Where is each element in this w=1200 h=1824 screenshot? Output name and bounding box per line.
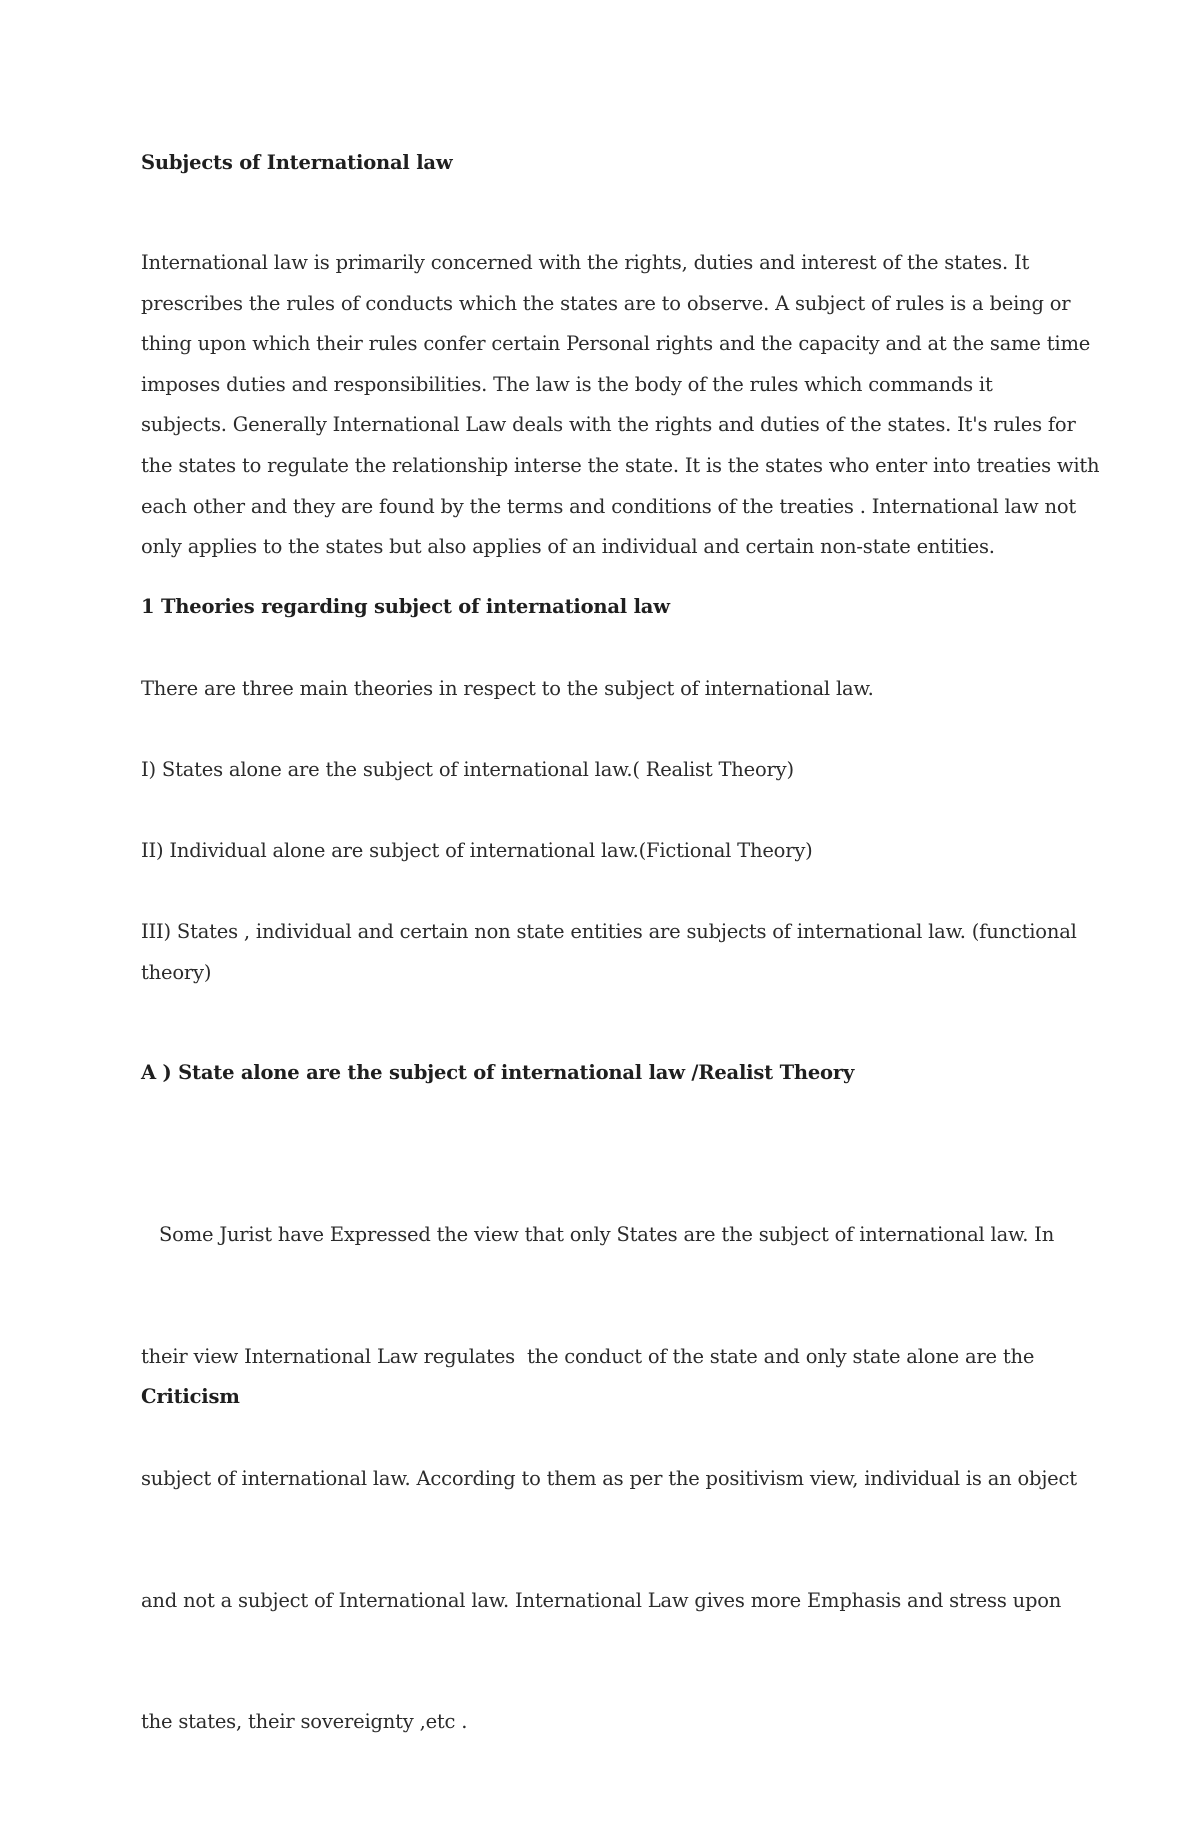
- section-heading-theories: 1 Theories regarding subject of international law: [141, 595, 670, 618]
- section-heading-realist: A ) State alone are the subject of international law /Realist Theory: [141, 1061, 855, 1084]
- paragraph-line: their view International Law regulates the conduct of the state and only state alone are the: [141, 1344, 1035, 1368]
- paragraph-line: subjects. Generally International Law deals with the rights and duties of the states. It's rules for: [141, 413, 1076, 437]
- paragraph-line: III) States , individual and certain non state entities are subjects of international law. (functional: [141, 920, 1077, 943]
- paragraph-line: each other and they are found by the terms and conditions of the treaties . International law not: [141, 494, 1076, 518]
- paragraph-line: prescribes the rules of conducts which the states are to observe. A subject of rules is a being or: [141, 291, 1071, 315]
- theories-intro: There are three main theories in respect to the subject of international law.: [141, 677, 874, 700]
- section-heading-criticism: Criticism: [141, 1385, 240, 1408]
- theory-item-realist: I) States alone are the subject of international law.( Realist Theory): [141, 758, 794, 781]
- paragraph-line: theory): [141, 960, 212, 984]
- theory-item-fictional: II) Individual alone are subject of international law.(Fictional Theory): [141, 839, 813, 862]
- paragraph-line: imposes duties and responsibilities. The law is the body of the rules which commands it: [141, 372, 993, 396]
- paragraph-line: subject of international law. According to them as per the positivism view, individual is an object: [141, 1466, 1077, 1490]
- realist-paragraph: [141, 1134, 1077, 1824]
- paragraph-line: thing upon which their rules confer certain Personal rights and the capacity and at the same time: [141, 332, 1091, 356]
- paragraph-line: the states to regulate the relationship interse the state. It is the states who enter into treaties with: [141, 453, 1100, 477]
- theory-item-functional: [141, 912, 1077, 993]
- paragraph-line: only applies to the states but also applies of an individual and certain non-state entities.: [141, 535, 995, 559]
- paragraph-line: the states, their sovereignty ,etc .: [141, 1710, 468, 1734]
- document-title: Subjects of International law: [141, 151, 453, 174]
- intro-paragraph: [141, 243, 1099, 568]
- paragraph-line: Some Jurist have Expressed the view that only States are the subject of international law. In: [141, 1223, 1055, 1247]
- paragraph-line: and not a subject of International law. International Law gives more Emphasis and stress upon: [141, 1588, 1062, 1612]
- paragraph-line: International law is primarily concerned with the rights, duties and interest of the states. It: [141, 251, 1030, 274]
